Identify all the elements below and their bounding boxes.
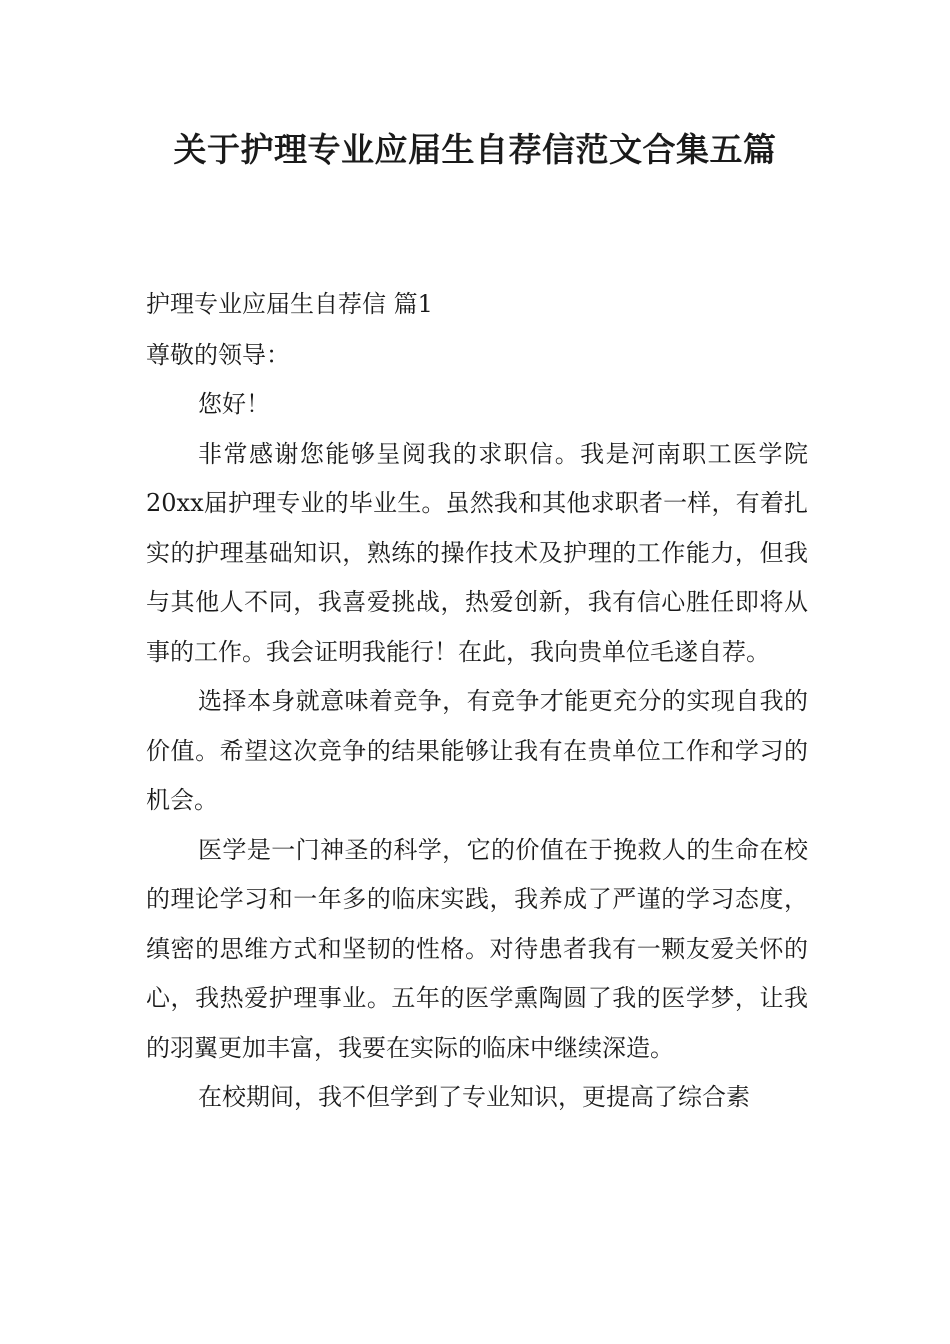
paragraph-competition: 选择本身就意味着竞争，有竞争才能更充分的实现自我的价值。希望这次竞争的结果能够让我有在贵单位工作和学习的机会。 <box>146 687 808 814</box>
salutation: 尊敬的领导： <box>146 340 290 369</box>
document-title: 关于护理专业应届生自荐信范文合集五篇 <box>173 130 777 169</box>
document-body <box>146 280 808 1123</box>
paragraph-greeting: 您好！ <box>198 390 270 418</box>
paragraph-school-period: 在校期间，我不但学到了专业知识，更提高了综合素 <box>198 1083 750 1111</box>
paragraph-introduction: 非常感谢您能够呈阅我的求职信。我是河南职工医学院20xx届护理专业的毕业生。虽然我和其他求职者一样，有着扎实的护理基础知识，熟练的操作技术及护理的工作能力，但我与其他人不同，我喜爱挑战，热爱创新，我有信心胜任即将从事的工作。我会证明我能行！在此，我向贵单位毛遂自荐。 <box>146 439 808 666</box>
section-heading: 护理专业应届生自荐信 篇1 <box>146 290 433 318</box>
paragraph-medicine: 医学是一门神圣的科学，它的价值在于挽救人的生命在校的理论学习和一年多的临床实践，我养成了严谨的学习态度，缜密的思维方式和坚韧的性格。对待患者我有一颗友爱关怀的心，我热爱护理事业。五年的医学熏陶圆了我的医学梦，让我的羽翼更加丰富，我要在实际的临床中继续深造。 <box>146 835 808 1062</box>
